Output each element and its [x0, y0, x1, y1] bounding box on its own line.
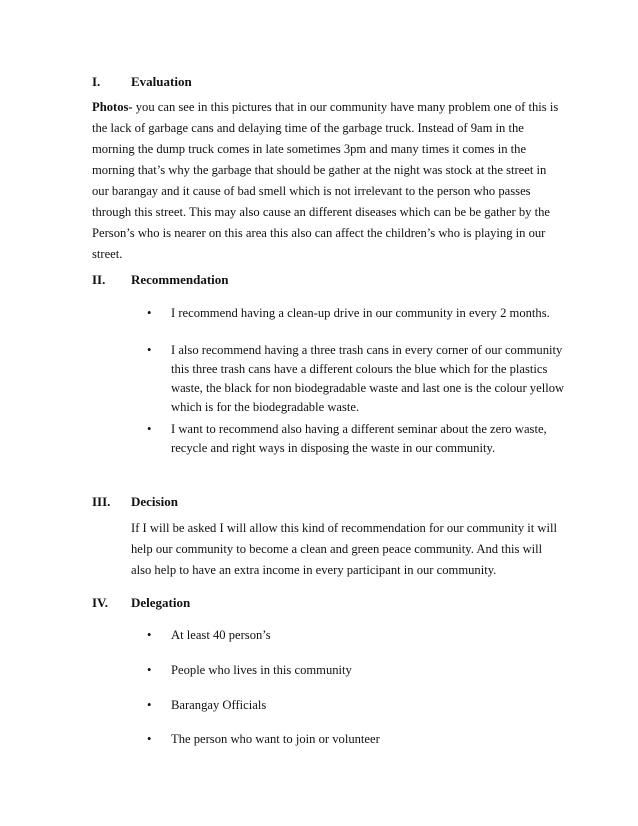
- bullet-line: I recommend having a clean-up drive in our community in every 2 months.: [171, 306, 550, 320]
- section-title: Evaluation: [131, 74, 192, 89]
- bullet-line: People who lives in this community: [171, 663, 352, 677]
- bullet-icon: •: [147, 732, 152, 746]
- paragraph-line: the lack of garbage cans and delaying time of the garbage truck. Instead of 9am in the: [92, 121, 524, 135]
- paragraph-line: street.: [92, 247, 123, 261]
- section-number: III.: [92, 494, 111, 509]
- section-number: II.: [92, 272, 106, 287]
- paragraph-line: help our community to become a clean and green peace community. And this will: [131, 542, 543, 556]
- bullet-icon: •: [147, 698, 152, 712]
- bullet-icon: •: [147, 343, 152, 357]
- paragraph-line: also help to have an extra income in every participant in our community.: [131, 563, 497, 577]
- delegation-bullet: [147, 626, 567, 645]
- recommendation-bullet: [147, 304, 567, 323]
- photos-lead: Photos-: [92, 100, 133, 114]
- bullet-icon: •: [147, 663, 152, 677]
- bullet-line: waste, the black for non biodegradable waste and last one is the colour yellow: [171, 381, 565, 395]
- paragraph-line: through this street. This may also cause an different diseases which can be be gather by the: [92, 205, 551, 219]
- paragraph-line: Photos- you can see in this pictures that in our community have many problem one of this is: [92, 100, 559, 114]
- bullet-icon: •: [147, 628, 152, 642]
- section-title: Delegation: [131, 595, 191, 610]
- bullet-line: At least 40 person’s: [171, 628, 271, 642]
- bullet-line: The person who want to join or volunteer: [171, 732, 380, 746]
- section-title: Decision: [131, 494, 178, 509]
- bullet-icon: •: [147, 422, 152, 436]
- section-number: IV.: [92, 595, 109, 610]
- delegation-bullet: [147, 661, 567, 680]
- section-title: Recommendation: [131, 272, 229, 287]
- decision-paragraph: [131, 518, 571, 581]
- bullet-line: Barangay Officials: [171, 698, 267, 712]
- delegation-bullet: [147, 696, 567, 715]
- bullet-line: recycle and right ways in disposing the waste in our community.: [171, 441, 496, 455]
- bullet-line: this three trash cans have a different colours the blue which for the plastics: [171, 362, 548, 376]
- paragraph-line: morning the dump truck comes in late sometimes 3pm and many times it comes in the: [92, 142, 527, 156]
- recommendation-bullet: [147, 420, 567, 458]
- bullet-line: I also recommend having a three trash cans in every corner of our community: [171, 343, 563, 357]
- bullet-icon: •: [147, 306, 152, 320]
- bullet-line: I want to recommend also having a different seminar about the zero waste,: [171, 422, 547, 436]
- section-heading-evaluation: [92, 74, 192, 90]
- evaluation-paragraph: [92, 97, 572, 265]
- recommendation-bullet: [147, 341, 567, 417]
- bullet-line: which is for the biodegradable waste.: [171, 400, 360, 414]
- section-number: I.: [92, 74, 101, 89]
- paragraph-line: If I will be asked I will allow this kind of recommendation for our community it will: [131, 521, 558, 535]
- section-heading-decision: [92, 494, 178, 510]
- section-heading-delegation: [92, 595, 190, 611]
- paragraph-line: Person’s who is nearer on this area this also can affect the children’s who is playing in our: [92, 226, 546, 240]
- paragraph-line: morning that’s why the garbage that should be gather at the night was stock at the street in: [92, 163, 547, 177]
- paragraph-line: our barangay and it cause of bad smell which is not irrelevant to the person who passes: [92, 184, 531, 198]
- section-heading-recommendation: [92, 272, 229, 288]
- delegation-bullet: [147, 730, 567, 749]
